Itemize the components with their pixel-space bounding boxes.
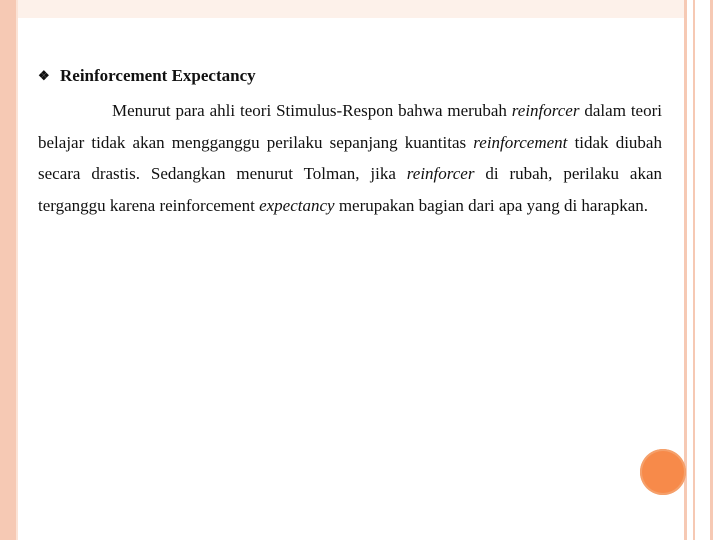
- section-heading: [38, 62, 662, 90]
- decorative-circle: [640, 449, 686, 495]
- right-border-line: [693, 0, 695, 540]
- italic-term: reinforcer: [406, 164, 475, 183]
- italic-term: reinforcer: [511, 101, 580, 120]
- left-border-inner-line: [16, 0, 18, 540]
- body-paragraph: [38, 95, 662, 221]
- italic-term: reinforcement: [473, 132, 568, 152]
- left-border-band: [0, 0, 16, 540]
- heading-text: Reinforcement Expectancy: [60, 66, 256, 85]
- paragraph-run: di rubah, perilaku akan terganggu karena reinforcement: [38, 164, 662, 215]
- slide-content: [38, 62, 662, 238]
- italic-term: expectancy: [259, 195, 335, 215]
- paragraph-run: tidak diubah secara drastis. Sedangkan menurut Tolman, jika: [38, 132, 662, 183]
- paragraph-run: merupakan bagian dari apa yang di harapkan.: [334, 195, 648, 215]
- diamond-bullet-icon: ❖: [38, 68, 50, 83]
- paragraph-run: dalam teori belajar tidak akan mengganggu perilaku sepanjang kuantitas: [38, 101, 662, 152]
- right-border-line: [710, 0, 713, 540]
- top-border-band: [18, 0, 684, 18]
- right-border-line: [684, 0, 687, 540]
- paragraph-run: Menurut para ahli teori Stimulus-Respon bahwa merubah: [112, 101, 512, 120]
